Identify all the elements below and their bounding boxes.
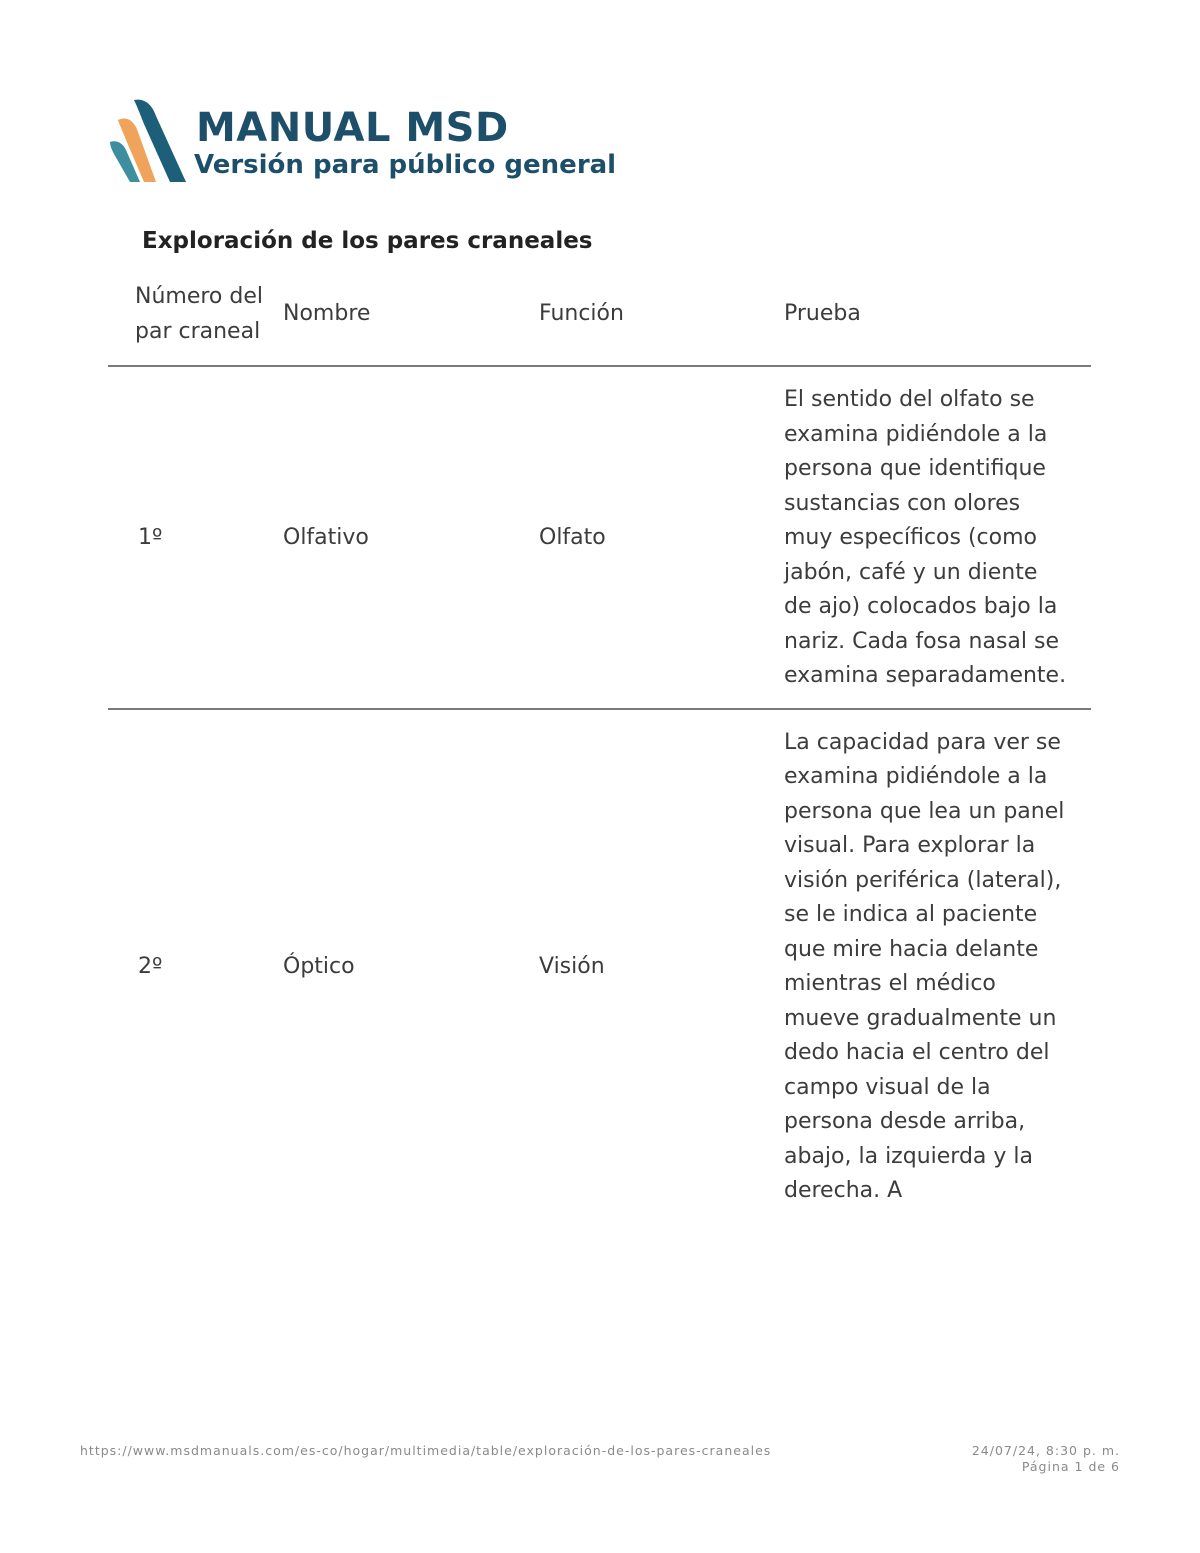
msd-manual-logo	[108, 98, 628, 188]
cell-name: Óptico	[283, 953, 355, 979]
header-name: Nombre	[283, 280, 539, 366]
cell-function: Olfato	[539, 366, 784, 709]
footer-url: https://www.msdmanuals.com/es-co/hogar/multimedia/table/exploración-de-los-pares-craneales	[80, 1443, 772, 1458]
header-function: Función	[539, 280, 784, 366]
brand-name: MANUAL MSD	[196, 105, 509, 151]
cell-number: 2º	[138, 953, 163, 979]
table-row	[108, 366, 1091, 709]
cell-name: Olfativo	[283, 366, 539, 709]
brand-subtitle: Versión para público general	[194, 150, 617, 180]
cell-test: El sentido del olfato se examina pidiéndole a la persona que identifique sustancias con olores muy específicos (como jabón, café y un diente de ajo) colocados bajo la nariz. Cada fosa nasal se examina separadamente.	[784, 366, 1091, 709]
table-header-row	[108, 280, 1091, 366]
cell-function: Visión	[539, 953, 605, 979]
page-title: Exploración de los pares craneales	[142, 228, 593, 254]
footer-page-number: Página 1 de 6	[1021, 1459, 1120, 1474]
cell-test: La capacidad para ver se examina pidiéndole a la persona que lea un panel visual. Para explorar la visión periférica (lateral), se le indica al paciente que mire hacia delante mientras el médico mueve gradualmente un dedo hacia el centro del campo visual de la persona desde arriba, abajo, la izquierda y la derecha. A	[784, 729, 1065, 1203]
cranial-nerves-table	[108, 280, 1091, 1209]
header-number: Número del par craneal	[108, 280, 283, 366]
footer-meta	[972, 1443, 1120, 1475]
table-row	[108, 709, 1091, 1209]
footer-datetime: 24/07/24, 8:30 p. m.	[971, 1443, 1120, 1458]
msd-logo-icon	[108, 98, 190, 186]
header-test: Prueba	[784, 280, 1091, 366]
cell-number: 1º	[108, 366, 283, 709]
